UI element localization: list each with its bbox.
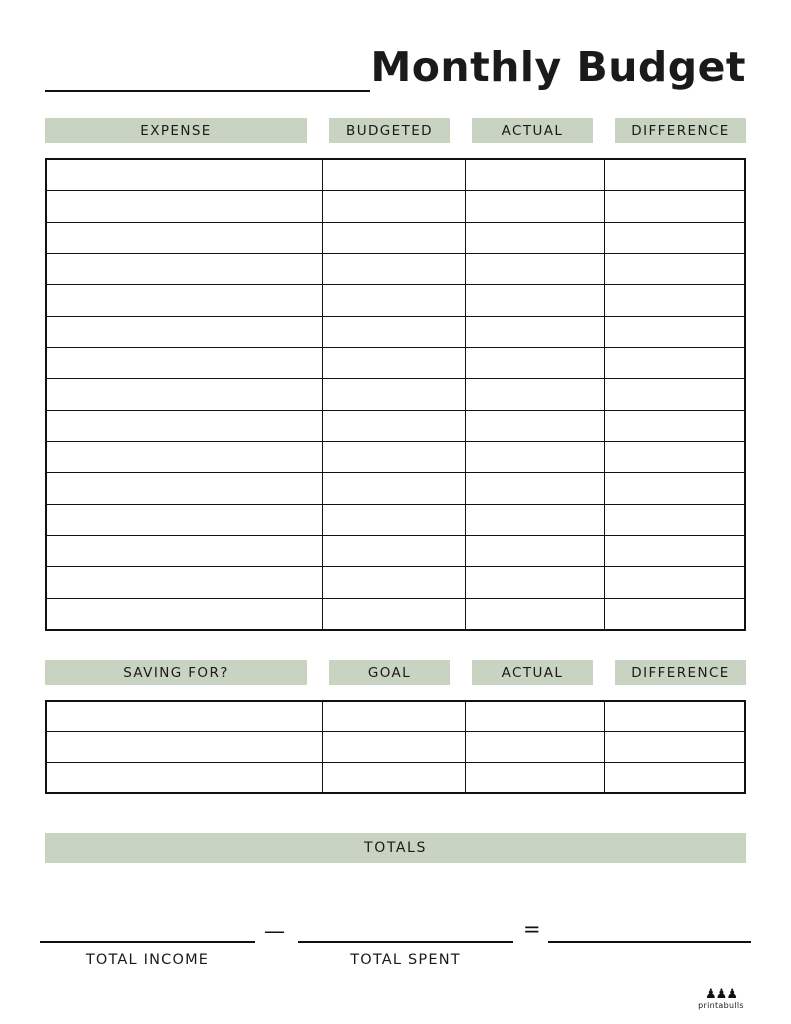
cell-goal[interactable] — [323, 732, 466, 761]
cell-expense[interactable] — [47, 191, 323, 221]
header-actual: ACTUAL — [472, 118, 593, 143]
footer-logo — [691, 989, 751, 1010]
header-budgeted: BUDGETED — [329, 118, 450, 143]
cell-actual[interactable] — [466, 599, 605, 629]
table-row[interactable] — [47, 254, 744, 285]
savings-table-headers — [45, 660, 746, 685]
cell-budgeted[interactable] — [323, 411, 466, 441]
cell-expense[interactable] — [47, 599, 323, 629]
cell-saving-for[interactable] — [47, 732, 323, 761]
table-row[interactable] — [47, 702, 744, 732]
cell-budgeted[interactable] — [323, 567, 466, 597]
equals-symbol: = — [523, 917, 541, 941]
cell-expense[interactable] — [47, 473, 323, 503]
cell-actual[interactable] — [466, 536, 605, 566]
cell-budgeted[interactable] — [323, 473, 466, 503]
cell-difference[interactable] — [605, 160, 744, 190]
totals-formula — [40, 915, 751, 985]
total-spent-label: TOTAL SPENT — [350, 952, 461, 968]
table-row[interactable] — [47, 223, 744, 254]
cell-budgeted[interactable] — [323, 599, 466, 629]
cell-expense[interactable] — [47, 411, 323, 441]
cell-saving-for[interactable] — [47, 763, 323, 792]
cell-difference[interactable] — [605, 285, 744, 315]
cell-actual[interactable] — [466, 348, 605, 378]
cell-actual[interactable] — [466, 317, 605, 347]
cell-budgeted[interactable] — [323, 379, 466, 409]
header-saving-for: SAVING FOR? — [45, 660, 307, 685]
header-difference: DIFFERENCE — [615, 660, 746, 685]
cell-actual[interactable] — [466, 254, 605, 284]
total-result-line[interactable] — [548, 915, 751, 943]
table-row[interactable] — [47, 411, 744, 442]
cell-actual[interactable] — [466, 702, 605, 731]
cell-difference[interactable] — [605, 254, 744, 284]
cell-actual[interactable] — [466, 160, 605, 190]
cell-expense[interactable] — [47, 160, 323, 190]
cell-actual[interactable] — [466, 411, 605, 441]
bull-icon: ♟♟♟ — [705, 987, 737, 1002]
cell-expense[interactable] — [47, 442, 323, 472]
table-row[interactable] — [47, 160, 744, 191]
header-difference: DIFFERENCE — [615, 118, 746, 143]
header-expense: EXPENSE — [45, 118, 307, 143]
cell-difference[interactable] — [605, 505, 744, 535]
total-income-label: TOTAL INCOME — [85, 952, 210, 968]
cell-difference[interactable] — [605, 379, 744, 409]
page-header — [45, 34, 746, 92]
page-title: Monthly Budget — [370, 43, 746, 91]
cell-difference[interactable] — [605, 317, 744, 347]
cell-budgeted[interactable] — [323, 254, 466, 284]
cell-budgeted[interactable] — [323, 223, 466, 253]
cell-expense[interactable] — [47, 223, 323, 253]
table-row[interactable] — [47, 317, 744, 348]
cell-goal[interactable] — [323, 702, 466, 731]
footer-logo-text: printabulls — [698, 1001, 744, 1010]
cell-goal[interactable] — [323, 763, 466, 792]
table-row[interactable] — [47, 763, 744, 792]
table-row[interactable] — [47, 191, 744, 222]
cell-difference[interactable] — [605, 567, 744, 597]
cell-actual[interactable] — [466, 732, 605, 761]
cell-expense[interactable] — [47, 285, 323, 315]
cell-difference[interactable] — [605, 702, 744, 731]
cell-actual[interactable] — [466, 285, 605, 315]
cell-budgeted[interactable] — [323, 442, 466, 472]
table-row[interactable] — [47, 536, 744, 567]
cell-actual[interactable] — [466, 473, 605, 503]
cell-actual[interactable] — [466, 379, 605, 409]
savings-table[interactable] — [45, 700, 746, 794]
cell-budgeted[interactable] — [323, 285, 466, 315]
cell-saving-for[interactable] — [47, 702, 323, 731]
minus-symbol: — — [264, 919, 285, 943]
cell-difference[interactable] — [605, 763, 744, 792]
cell-expense[interactable] — [47, 536, 323, 566]
cell-difference[interactable] — [605, 411, 744, 441]
cell-difference[interactable] — [605, 732, 744, 761]
totals-bar: TOTALS — [45, 833, 746, 863]
cell-expense[interactable] — [47, 254, 323, 284]
cell-budgeted[interactable] — [323, 160, 466, 190]
cell-budgeted[interactable] — [323, 191, 466, 221]
cell-difference[interactable] — [605, 442, 744, 472]
table-row[interactable] — [47, 442, 744, 473]
table-row[interactable] — [47, 567, 744, 598]
header-actual: ACTUAL — [472, 660, 593, 685]
table-row[interactable] — [47, 285, 744, 316]
cell-expense[interactable] — [47, 505, 323, 535]
total-spent-line[interactable] — [298, 915, 513, 943]
table-row[interactable] — [47, 599, 744, 629]
cell-actual[interactable] — [466, 223, 605, 253]
cell-actual[interactable] — [466, 505, 605, 535]
expense-table-headers — [45, 118, 746, 143]
table-row[interactable] — [47, 379, 744, 410]
table-row[interactable] — [47, 348, 744, 379]
cell-expense[interactable] — [47, 379, 323, 409]
cell-expense[interactable] — [47, 317, 323, 347]
cell-difference[interactable] — [605, 599, 744, 629]
cell-difference[interactable] — [605, 348, 744, 378]
cell-budgeted[interactable] — [323, 505, 466, 535]
expense-table[interactable] — [45, 158, 746, 631]
cell-budgeted[interactable] — [323, 536, 466, 566]
total-income-line[interactable] — [40, 915, 255, 943]
table-row[interactable] — [47, 473, 744, 504]
cell-actual[interactable] — [466, 763, 605, 792]
cell-actual[interactable] — [466, 442, 605, 472]
cell-budgeted[interactable] — [323, 317, 466, 347]
month-input-line[interactable] — [45, 48, 370, 92]
cell-difference[interactable] — [605, 473, 744, 503]
cell-actual[interactable] — [466, 191, 605, 221]
cell-difference[interactable] — [605, 536, 744, 566]
cell-expense[interactable] — [47, 567, 323, 597]
table-row[interactable] — [47, 732, 744, 762]
cell-difference[interactable] — [605, 191, 744, 221]
table-row[interactable] — [47, 505, 744, 536]
cell-difference[interactable] — [605, 223, 744, 253]
header-goal: GOAL — [329, 660, 450, 685]
cell-expense[interactable] — [47, 348, 323, 378]
cell-actual[interactable] — [466, 567, 605, 597]
cell-budgeted[interactable] — [323, 348, 466, 378]
